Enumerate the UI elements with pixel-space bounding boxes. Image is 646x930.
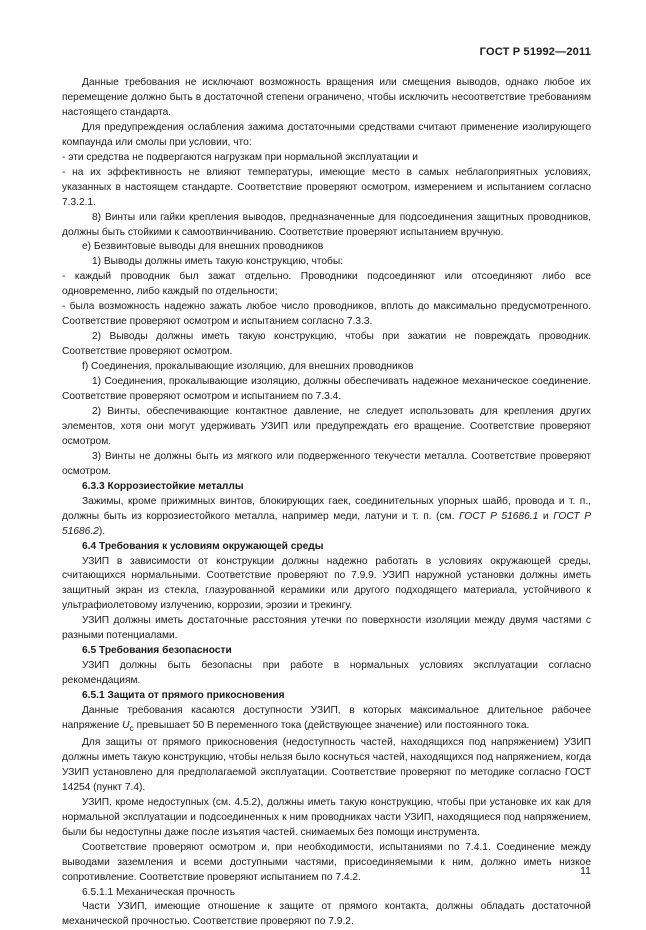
section-heading: 6.5 Требования безопасности	[82, 645, 232, 657]
paragraph: Данные требования касаются доступности УЗИП, в которых максимальное длительное рабочее напряжение $U_c$ превышает 50 В переменного тока (действующее значение) или постоянного тока.	[62, 705, 591, 734]
paragraph: 1) Выводы должны иметь такую конструкцию, чтобы:	[92, 256, 344, 268]
paragraph: 6.5.1.1 Механическая прочность	[82, 886, 236, 898]
section-heading: 6.3.3 Коррозиестойкие металлы	[82, 480, 244, 492]
section-heading: 6.4 Требования к условиям окружающей среды	[82, 540, 324, 552]
paragraph: - была возможность надежно зажать любое число проводников, вплоть до максимально предусмотренного. Соответствие проверяют осмотром и испытанием согласно 7.3.3.	[62, 301, 591, 328]
paragraph: УЗИП должны иметь достаточные расстояния утечки по поверхности изоляции между двумя частями с разными потенциалами.	[62, 615, 591, 642]
paragraph: Соответствие проверяют осмотром и, при необходимости, испытаниями по 7.4.1. Соединение между выводами заземления и всеми доступными частями, присоединяемыми к ним, должно иметь низкое сопротивление. Соответствие проверяют испытанием по 7.4.2.	[62, 841, 591, 883]
section-heading: 6.5.1 Защита от прямого прикосновения	[82, 690, 285, 702]
paragraph: - каждый проводник был зажат отдельно. Проводники подсоединяют или отсоединяют либо все одновременно, либо каждый по отдельности;	[62, 271, 591, 298]
document-body	[62, 76, 591, 930]
paragraph: 2) Винты, обеспечивающие контактное давление, не следует использовать для крепления других элементов, хотя они могут удерживать УЗИП или предупреждать его вращение. Соответствие проверяют осмотром.	[62, 405, 591, 447]
paragraph: УЗИП в зависимости от конструкции должны надежно работать в условиях окружающей среды, считающихся нормальными. Соответствие проверяют по 7.9.9. УЗИП наружной установки должны иметь защитный экран из стекла, глазурованной керамики или другого подходящего материала, устойчивого к ультрафиолетовому излучению, коррозии, эрозии и трекингу.	[62, 555, 591, 612]
paragraph: 3) Винты не должны быть из мягкого или подверженного текучести металла. Соответствие проверяют осмотром.	[62, 450, 591, 477]
paragraph: е) Безвинтовые выводы для внешних проводников	[82, 241, 324, 253]
paragraph: - на их эффективность не влияют температуры, имеющие место в самых неблагоприятных условиях, указанных в настоящем стандарте. Соответствие проверяют осмотром, измерением и испытанием согласно 7.3.2.1.	[62, 166, 591, 208]
paragraph: Для предупреждения ослабления зажима достаточными средствами считают применение изолирующего компаунда или смолы при условии, что:	[62, 121, 591, 148]
paragraph: УЗИП должны быть безопасны при работе в нормальных условиях эксплуатации согласно рекомендациям.	[62, 660, 591, 687]
page-number: 11	[580, 865, 591, 877]
paragraph: 1) Соединения, прокалывающие изоляцию, должны обеспечивать надежное механическое соединение. Соответствие проверяют осмотром и испытанием по 7.3.4.	[62, 376, 591, 403]
paragraph: Части УЗИП, имеющие отношение к защите от прямого контакта, должны обладать достаточной механической прочностью. Соответствие проверяют по 7.9.2.	[62, 901, 591, 928]
paragraph: Данные требования не исключают возможность вращения или смещения выводов, однако любое их перемещение должно быть в достаточной степени ограничено, чтобы исключить несоответствие требованиям настоящего стандарта.	[62, 77, 591, 118]
paragraph: УЗИП, кроме недоступных (см. 4.5.2), должны иметь такую конструкцию, чтобы при установке их как для нормальной эксплуатации и подсоединенных к ним проводниках части УЗИП, находящиеся под напряжением, были бы недоступны даже после изъятия частей. снимаемых без помощи инструмента.	[62, 796, 591, 838]
paragraph: 2) Выводы должны иметь такую конструкцию, чтобы при зажатии не повреждать проводник. Соответствие проверяют осмотром.	[62, 331, 591, 358]
paragraph: 8) Винты или гайки крепления выводов, предназначенные для подсоединения защитных проводников, должны быть стойкими к самоотвинчиванию. Соответствие проверяют испытанием вручную.	[62, 211, 591, 238]
paragraph: Зажимы, кроме прижимных винтов, блокирующих гаек, соединительных упорных шайб, провода и т. п., должны быть из коррозиестойкого металла, например меди, латуни и т. п. (см. ГОСТ Р 51686.1 и ГОСТ Р 51686.2).	[62, 495, 592, 537]
paragraph: f) Соединения, прокалывающие изоляцию, для внешних проводников	[82, 361, 414, 373]
paragraph: Для защиты от прямого прикосновения (недоступность частей, находящихся под напряжением) УЗИП должны иметь такую конструкцию, чтобы нельзя было коснуться частей, находящихся под напряжением, когда УЗИП установлено для предполагаемой эксплуатации. Соответствие проверяют по методике согласно ГОСТ 14254 (пункт 7.4).	[62, 736, 591, 793]
standard-header: ГОСТ Р 51992—2011	[479, 46, 591, 58]
paragraph: - эти средства не подвергаются нагрузкам при нормальной эксплуатации и	[62, 151, 418, 163]
